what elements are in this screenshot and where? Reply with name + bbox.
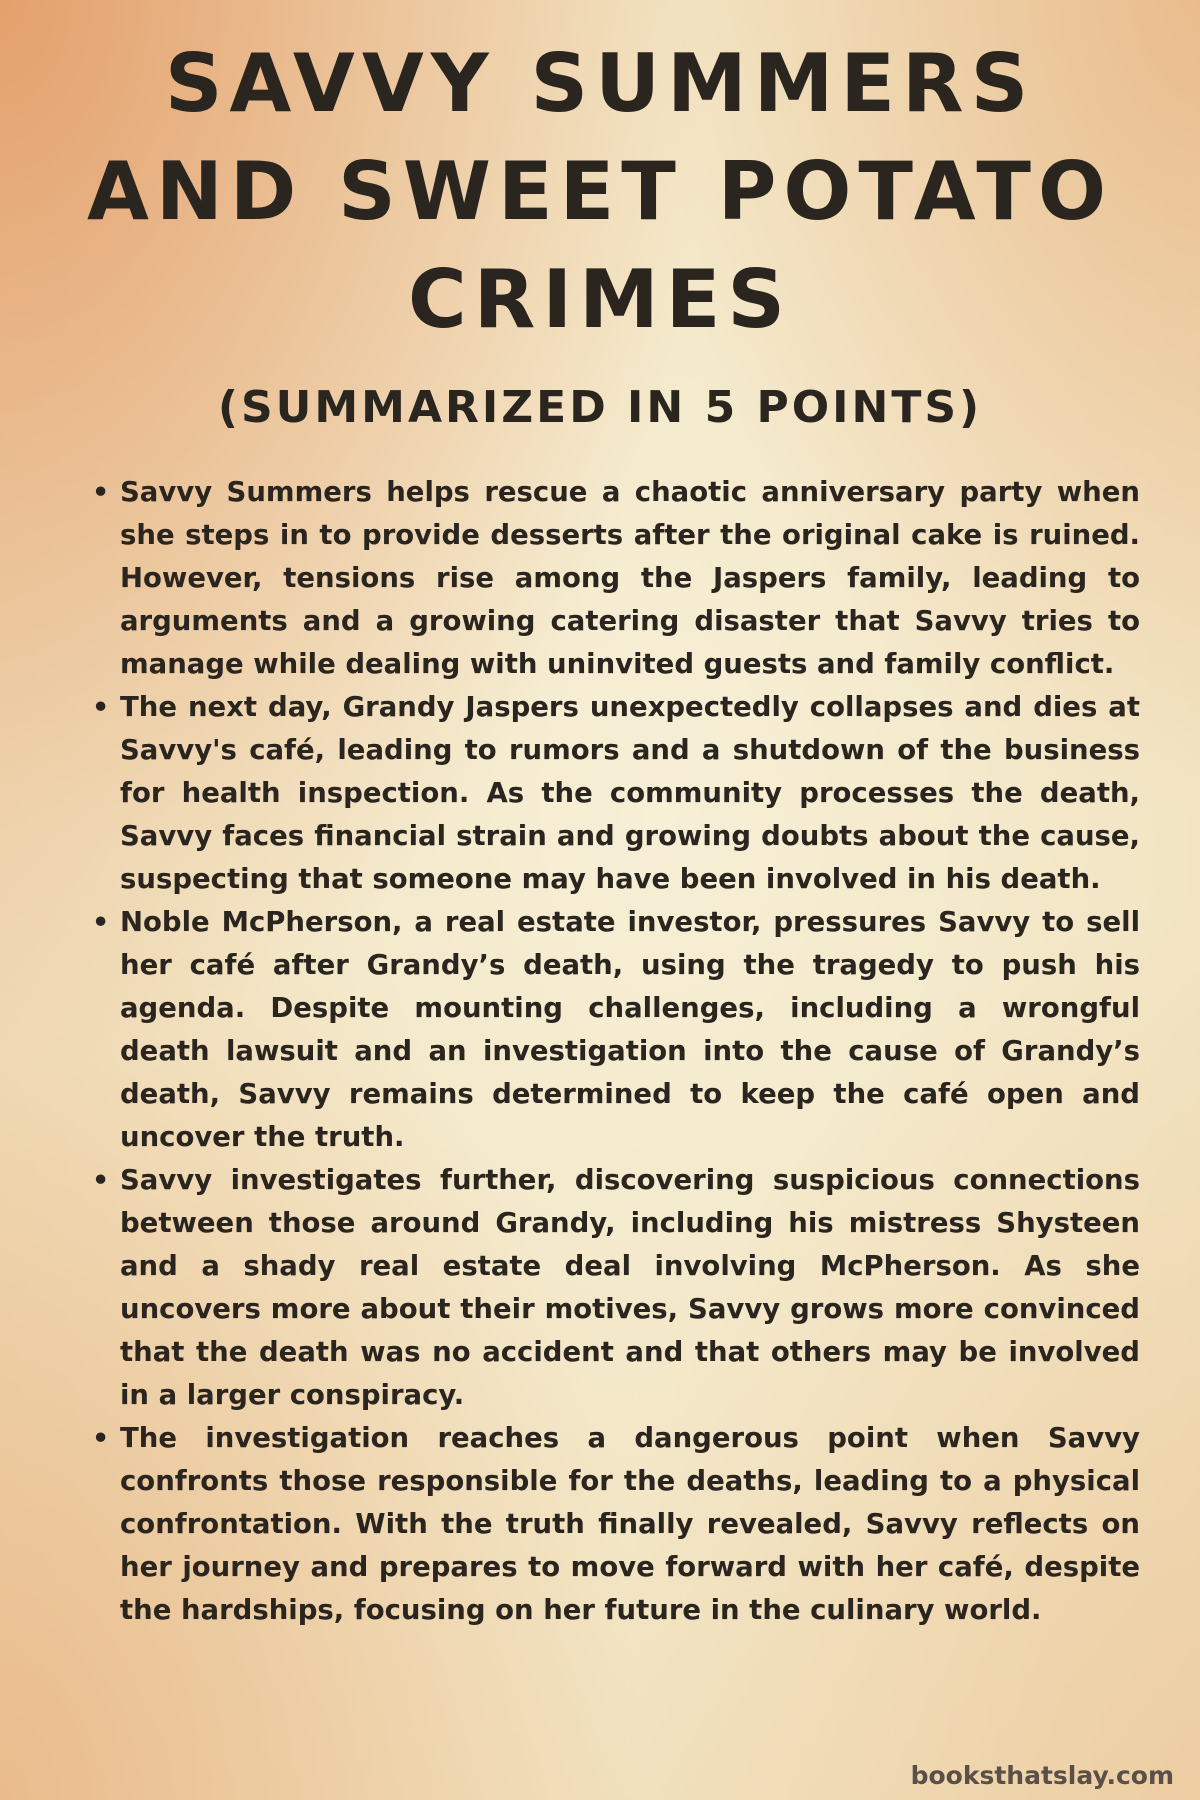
summary-point bbox=[92, 1159, 1140, 1417]
website-credit: booksthatslay.com bbox=[910, 1761, 1174, 1790]
summary-point bbox=[92, 1417, 1140, 1632]
summary-point bbox=[92, 471, 1140, 686]
summary-point-text: Savvy investigates further, discovering suspicious connections between those around Grandy, including his mistress Shysteen and a shady real estate deal involving McPherson. As she uncovers more about their motives, Savvy grows more convinced that the death was no accident and that others may be involved in a larger conspiracy. bbox=[120, 1164, 1140, 1411]
summary-point bbox=[92, 901, 1140, 1159]
bullet-icon: • bbox=[92, 1423, 110, 1454]
page-subtitle: (SUMMARIZED IN 5 POINTS) bbox=[217, 382, 983, 433]
bullet-icon: • bbox=[92, 692, 110, 723]
bullet-icon: • bbox=[92, 1165, 110, 1196]
summary-point-text: Savvy Summers helps rescue a chaotic anniversary party when she steps in to provide desserts after the original cake is ruined. However, tensions rise among the Jaspers family, leading to arguments and a growing catering disaster that Savvy tries to manage while dealing with uninvited guests and family conflict. bbox=[120, 476, 1140, 680]
summary-point bbox=[92, 686, 1140, 901]
bullet-icon: • bbox=[92, 477, 110, 508]
summary-points-list bbox=[92, 471, 1140, 1632]
summary-point-text: The investigation reaches a dangerous point when Savvy confronts those responsible for the deaths, leading to a physical confrontation. With the truth finally revealed, Savvy reflects on her journey and prepares to move forward with her café, despite the hardships, focusing on her future in the culinary world. bbox=[120, 1422, 1140, 1626]
summary-point-text: Noble McPherson, a real estate investor, pressures Savvy to sell her café after Grandy’s death, using the tragedy to push his agenda. Despite mounting challenges, including a wrongful death lawsuit and an investigation into the cause of Grandy’s death, Savvy remains determined to keep the café open and uncover the truth. bbox=[120, 906, 1140, 1153]
bullet-icon: • bbox=[92, 907, 110, 938]
page-title: SAVVY SUMMERS AND SWEET POTATO CRIMES bbox=[87, 37, 1113, 346]
summary-point-text: The next day, Grandy Jaspers unexpectedly collapses and dies at Savvy's café, leading to rumors and a shutdown of the business for health inspection. As the community processes the death, Savvy faces financial strain and growing doubts about the cause, suspecting that someone may have been involved in his death. bbox=[120, 691, 1140, 895]
